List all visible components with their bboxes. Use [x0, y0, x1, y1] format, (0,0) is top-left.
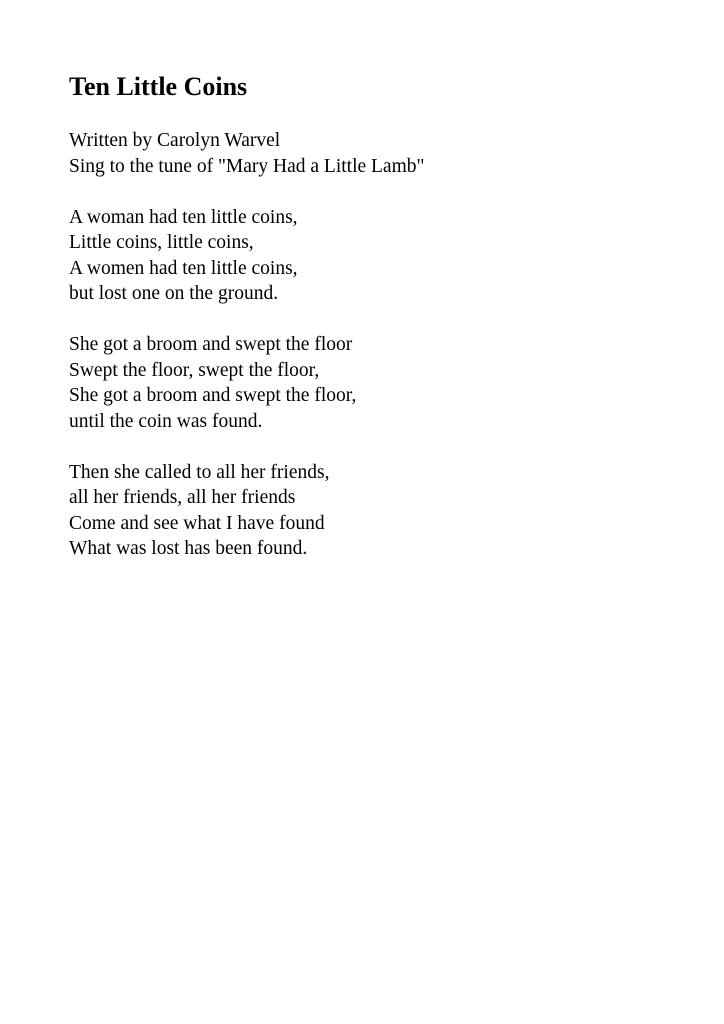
lyric-line: She got a broom and swept the floor — [69, 334, 353, 355]
lyric-line: What was lost has been found. — [69, 538, 308, 559]
lyric-line: She got a broom and swept the floor, — [69, 385, 357, 406]
tune-credit: Sing to the tune of "Mary Had a Little Lamb" — [69, 155, 425, 177]
lyric-line: A women had ten little coins, — [69, 257, 298, 279]
lyric-line: A woman had ten little coins, — [69, 206, 298, 228]
lyric-line: Little coins, little coins, — [69, 232, 254, 253]
lyric-line: all her friends, all her friends — [69, 487, 296, 508]
stanza-2 — [69, 332, 424, 434]
lyric-line: Swept the floor, swept the floor, — [69, 359, 320, 381]
lyric-line: Then she called to all her friends, — [69, 461, 330, 483]
stanza-3 — [69, 460, 424, 562]
song-body — [69, 128, 424, 587]
song-title: Ten Little Coins — [69, 72, 248, 101]
author-credit: Written by Carolyn Warvel — [69, 130, 281, 151]
lyric-line: but lost one on the ground. — [69, 283, 279, 304]
lyric-line: Come and see what I have found — [69, 512, 325, 534]
credits-block — [69, 128, 424, 179]
stanza-1 — [69, 205, 424, 307]
lyric-line: until the coin was found. — [69, 410, 263, 432]
